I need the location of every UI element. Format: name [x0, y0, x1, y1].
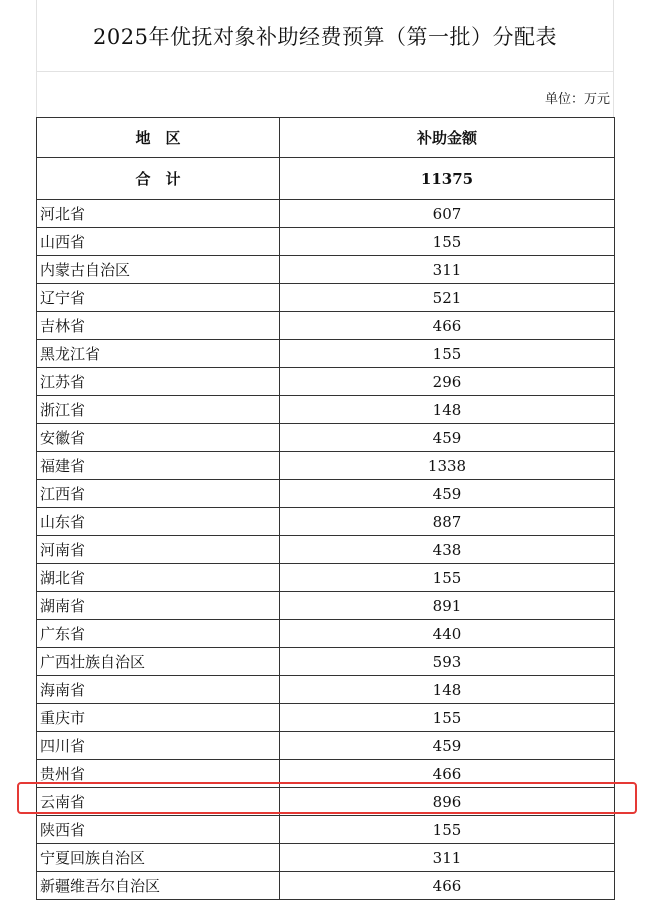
region-cell: 浙江省 — [37, 396, 280, 424]
amount-cell: 155 — [280, 564, 615, 592]
region-cell: 陕西省 — [37, 816, 280, 844]
table-row — [37, 564, 615, 592]
region-cell: 广东省 — [37, 620, 280, 648]
region-cell: 内蒙古自治区 — [37, 256, 280, 284]
region-header: 地 区 — [37, 118, 280, 158]
region-cell: 安徽省 — [37, 424, 280, 452]
table-row — [37, 620, 615, 648]
amount-cell: 466 — [280, 312, 615, 340]
amount-cell: 466 — [280, 872, 615, 900]
header-row — [37, 118, 615, 158]
amount-cell: 459 — [280, 480, 615, 508]
region-cell: 四川省 — [37, 732, 280, 760]
table-row — [37, 452, 615, 480]
total-row — [37, 158, 615, 200]
table-row — [37, 312, 615, 340]
amount-cell: 607 — [280, 200, 615, 228]
table-row — [37, 228, 615, 256]
document-title: 2025年优抚对象补助经费预算（第一批）分配表 — [93, 24, 557, 49]
region-cell: 山东省 — [37, 508, 280, 536]
region-cell: 黑龙江省 — [37, 340, 280, 368]
amount-cell: 593 — [280, 648, 615, 676]
amount-cell: 887 — [280, 508, 615, 536]
table-row — [37, 872, 615, 900]
table-row — [37, 816, 615, 844]
amount-cell: 155 — [280, 340, 615, 368]
amount-cell: 296 — [280, 368, 615, 396]
table-row — [37, 648, 615, 676]
total-label: 合 计 — [37, 158, 280, 200]
table-row — [37, 256, 615, 284]
table-row — [37, 592, 615, 620]
region-cell: 广西壮族自治区 — [37, 648, 280, 676]
region-cell: 江苏省 — [37, 368, 280, 396]
amount-cell: 1338 — [280, 452, 615, 480]
amount-cell: 155 — [280, 816, 615, 844]
amount-cell: 438 — [280, 536, 615, 564]
region-cell: 福建省 — [37, 452, 280, 480]
table-row — [37, 200, 615, 228]
table-row — [37, 732, 615, 760]
amount-cell: 521 — [280, 284, 615, 312]
amount-cell: 311 — [280, 256, 615, 284]
table-row — [37, 704, 615, 732]
amount-cell: 891 — [280, 592, 615, 620]
amount-cell: 148 — [280, 676, 615, 704]
region-cell: 湖北省 — [37, 564, 280, 592]
total-value: 11375 — [280, 158, 615, 200]
amount-cell: 155 — [280, 228, 615, 256]
unit-label: 单位：万元 — [544, 92, 610, 107]
table-row — [37, 760, 615, 788]
region-cell: 重庆市 — [37, 704, 280, 732]
region-cell: 贵州省 — [37, 760, 280, 788]
amount-cell: 466 — [280, 760, 615, 788]
table-row — [37, 788, 615, 816]
region-cell: 山西省 — [37, 228, 280, 256]
amount-cell: 896 — [280, 788, 615, 816]
table-row — [37, 424, 615, 452]
table-row — [37, 536, 615, 564]
amount-cell: 459 — [280, 424, 615, 452]
table-row — [37, 676, 615, 704]
region-cell: 河南省 — [37, 536, 280, 564]
table-row — [37, 396, 615, 424]
amount-header: 补助金额 — [280, 118, 615, 158]
region-cell: 云南省 — [37, 788, 280, 816]
document-title-box — [36, 0, 614, 72]
region-cell: 辽宁省 — [37, 284, 280, 312]
region-cell: 河北省 — [37, 200, 280, 228]
table-row — [37, 368, 615, 396]
table-row — [37, 340, 615, 368]
region-cell: 湖南省 — [37, 592, 280, 620]
region-cell: 江西省 — [37, 480, 280, 508]
amount-cell: 148 — [280, 396, 615, 424]
region-cell: 海南省 — [37, 676, 280, 704]
table-row — [37, 508, 615, 536]
amount-cell: 459 — [280, 732, 615, 760]
amount-cell: 155 — [280, 704, 615, 732]
allocation-table — [36, 117, 615, 900]
table-row — [37, 284, 615, 312]
table-row — [37, 480, 615, 508]
amount-cell: 311 — [280, 844, 615, 872]
amount-cell: 440 — [280, 620, 615, 648]
unit-row — [36, 72, 614, 117]
region-cell: 吉林省 — [37, 312, 280, 340]
region-cell: 宁夏回族自治区 — [37, 844, 280, 872]
region-cell: 新疆维吾尔自治区 — [37, 872, 280, 900]
table-row — [37, 844, 615, 872]
